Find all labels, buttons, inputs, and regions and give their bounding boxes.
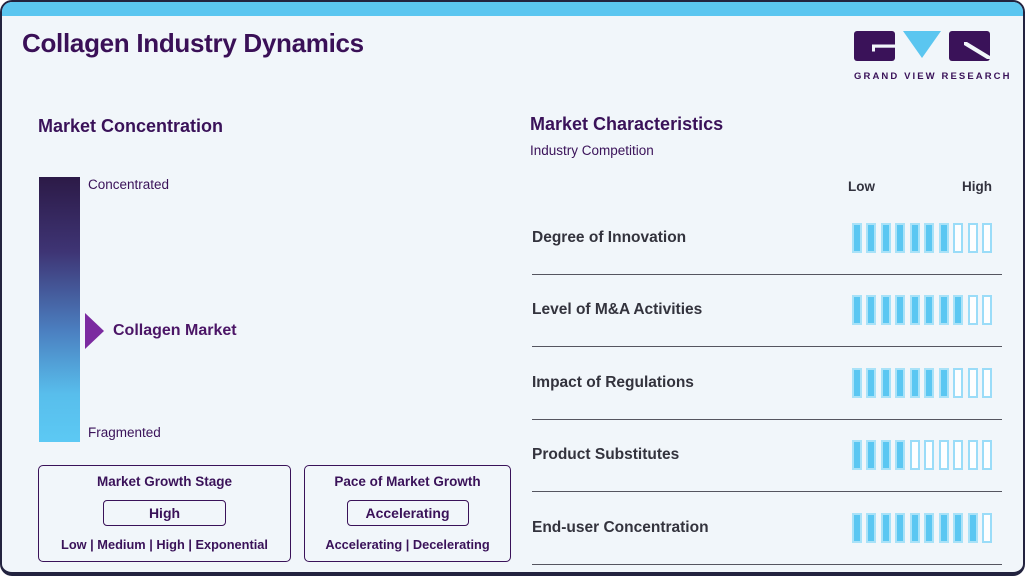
characteristic-row (532, 492, 1002, 565)
rating-segment-filled (939, 295, 949, 325)
logo-wordmark: GRAND VIEW RESEARCH (854, 71, 1012, 82)
rating-segment-filled (924, 295, 934, 325)
characteristic-label: Level of M&A Activities (532, 301, 703, 319)
market-characteristics-heading: Market Characteristics (530, 114, 724, 134)
growth-stage-value: High (103, 500, 226, 526)
fragmented-label: Fragmented (88, 425, 161, 440)
rating-segment-filled (881, 513, 891, 543)
rating-segment-filled (953, 513, 963, 543)
rating-segment-filled (924, 368, 934, 398)
characteristic-label: Product Substitutes (532, 446, 680, 464)
rating-segment-filled (866, 223, 876, 253)
rating-segment-filled (866, 513, 876, 543)
rating-segment-empty (982, 368, 992, 398)
top-accent-bar (2, 2, 1023, 16)
rating-segment-empty (968, 440, 978, 470)
collagen-market-label: Collagen Market (113, 322, 237, 339)
rating-segment-filled (866, 295, 876, 325)
pace-title: Pace of Market Growth (334, 474, 481, 489)
scale-high-label: High (962, 178, 992, 194)
characteristic-row (532, 202, 1002, 275)
growth-stage-title: Market Growth Stage (96, 474, 233, 489)
rating-segments (852, 368, 993, 398)
rating-segment-filled (939, 513, 949, 543)
characteristic-label: Degree of Innovation (532, 228, 687, 246)
rating-segment-filled (910, 223, 920, 253)
rating-segment-filled (881, 223, 891, 253)
industry-competition-subheading: Industry Competition (530, 143, 654, 158)
rating-segment-filled (968, 513, 978, 543)
page-title: Collagen Industry Dynamics (22, 28, 364, 58)
rating-segment-empty (953, 368, 963, 398)
scale-header (532, 170, 1002, 202)
rating-segment-filled (852, 295, 862, 325)
rating-segment-empty (982, 440, 992, 470)
rating-segment-filled (910, 295, 920, 325)
market-concentration-heading: Market Concentration (38, 116, 224, 136)
rating-segment-empty (968, 295, 978, 325)
scale-low-label: Low (848, 178, 875, 194)
concentration-gradient-bar (39, 177, 80, 442)
rating-segments (852, 440, 993, 470)
rating-segment-filled (895, 513, 905, 543)
growth-stage-options: Low | Medium | High | Exponential (61, 537, 268, 552)
pace-value: Accelerating (347, 500, 469, 526)
pace-options: Accelerating | Decelerating (325, 537, 490, 552)
characteristic-row (532, 275, 1002, 348)
rating-segment-filled (866, 368, 876, 398)
rating-segment-empty (982, 295, 992, 325)
gvr-logo-icon (854, 30, 994, 62)
rating-segments (852, 295, 993, 325)
rating-segment-filled (939, 223, 949, 253)
market-position-arrow-icon (85, 313, 104, 349)
characteristic-label: Impact of Regulations (532, 373, 694, 391)
rating-segment-filled (852, 223, 862, 253)
rating-segment-filled (852, 368, 862, 398)
characteristic-row (532, 347, 1002, 420)
characteristics-table (532, 170, 1002, 565)
rating-segment-empty (982, 223, 992, 253)
rating-segment-filled (895, 295, 905, 325)
concentrated-label: Concentrated (88, 177, 170, 192)
rating-segments (852, 513, 993, 543)
rating-segment-filled (852, 513, 862, 543)
rating-segment-filled (910, 513, 920, 543)
rating-segment-empty (968, 368, 978, 398)
rating-segment-empty (968, 223, 978, 253)
rating-segment-filled (881, 368, 891, 398)
rating-segment-empty (982, 513, 992, 543)
market-growth-stage-box (38, 465, 291, 562)
rating-segment-filled (866, 440, 876, 470)
rating-segment-empty (953, 223, 963, 253)
rating-segment-filled (852, 440, 862, 470)
rating-segment-filled (895, 368, 905, 398)
rating-segments (852, 223, 993, 253)
rating-segment-empty (953, 440, 963, 470)
rating-segment-filled (924, 513, 934, 543)
characteristic-row (532, 420, 1002, 493)
rating-segment-filled (881, 295, 891, 325)
characteristic-label: End-user Concentration (532, 518, 709, 536)
rating-segment-filled (895, 223, 905, 253)
rating-segment-empty (910, 440, 920, 470)
rating-segment-filled (910, 368, 920, 398)
characteristics-rows (532, 202, 1002, 565)
grand-view-research-logo (854, 30, 1012, 82)
rating-segment-filled (924, 223, 934, 253)
rating-segment-empty (939, 440, 949, 470)
rating-segment-filled (939, 368, 949, 398)
rating-segment-empty (924, 440, 934, 470)
rating-segment-filled (881, 440, 891, 470)
pace-of-growth-box (304, 465, 511, 562)
rating-segment-filled (953, 295, 963, 325)
rating-segment-filled (895, 440, 905, 470)
